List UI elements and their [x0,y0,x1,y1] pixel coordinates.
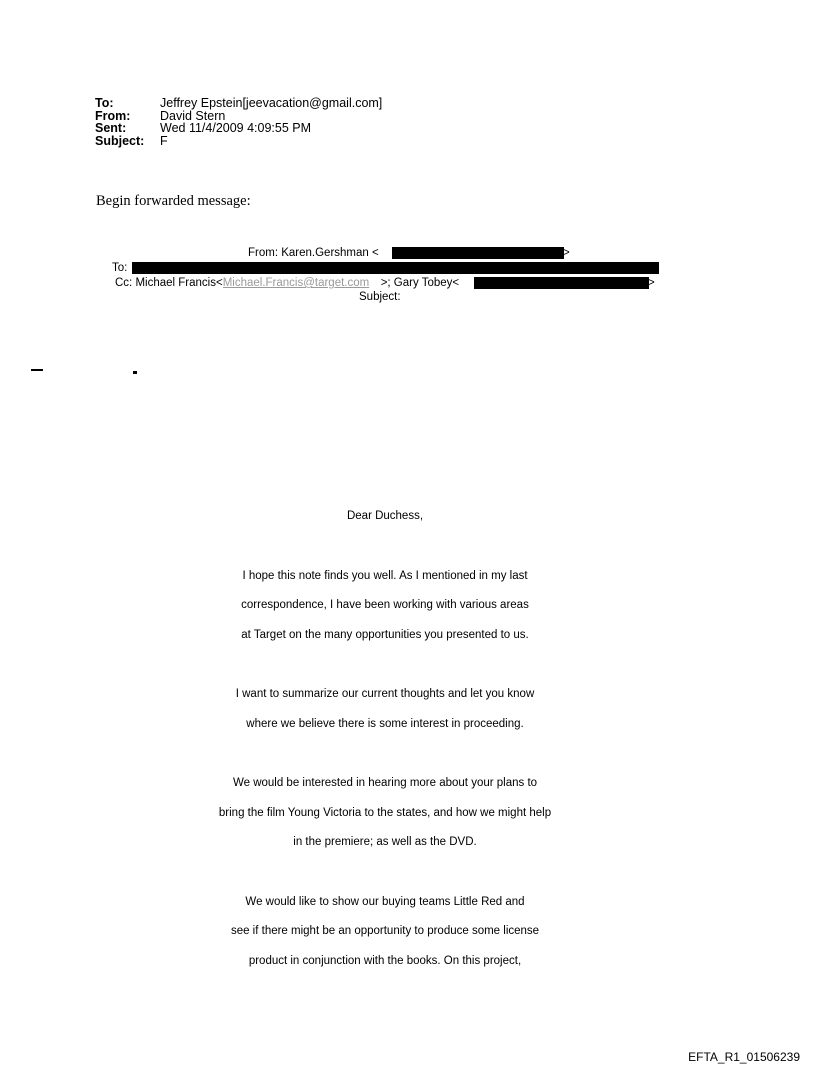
paragraph-line: I want to summarize our current thoughts and let you know [235,688,535,700]
subject-value: F [160,133,168,148]
paragraph-line: bring the film Young Victoria to the states, and how we might help [218,806,552,819]
subject-label: Subject: [95,133,145,148]
paragraph-line: where we believe there is some interest in proceeding. [246,717,524,730]
stray-mark-right [133,371,137,374]
paragraph-line: I hope this note finds you well. As I mentioned in my last [242,569,528,582]
email-header [95,97,382,147]
from-value: David Stern [160,108,226,123]
to-value: Jeffrey Epstein[jeevacation@gmail.com] [160,96,383,110]
forwarded-to: To: [112,262,128,274]
letter-body [0,502,770,976]
redaction-from-email [392,247,564,259]
forwarded-from-close: > [563,247,570,259]
paragraph-line: We would like to show our buying teams Little Red and [245,895,525,908]
bates-number: EFTA_R1_01506239 [688,1050,800,1064]
forwarded-cc-close: > [648,277,655,289]
header-to-row [95,97,382,110]
redaction-to-recipients [132,262,659,274]
salutation: Dear Duchess, [346,510,424,522]
sent-value: Wed 11/4/2009 4:09:55 PM [160,121,312,135]
forward-intro: Begin forwarded message: [96,193,251,209]
header-sent-row [95,122,382,135]
cc-middle: >; Gary Tobey< [380,277,460,289]
paragraph-line: correspondence, I have been working with various areas [241,599,529,611]
paragraph-line: at Target on the many opportunities you presented to us. [241,628,529,641]
from-label: From: [95,108,131,123]
redaction-cc-email [474,277,649,289]
header-subject-row [95,135,382,148]
paragraph-line: in the premiere; as well as the DVD. [293,836,477,848]
cc-email-link[interactable]: Michael.Francis@target.com [222,277,370,289]
forwarded-cc [115,277,459,290]
forwarded-subject: Subject: [359,291,401,303]
to-label: To: [95,96,114,110]
cc-prefix: Cc: Michael Francis< [115,277,223,289]
stray-mark-left [31,369,43,371]
forwarded-from: From: Karen.Gershman < [248,247,379,259]
paragraph-line: product in conjunction with the books. On this project, [248,954,522,967]
paragraph-line: We would be interested in hearing more about your plans to [232,777,538,789]
sent-label: Sent: [95,121,127,135]
paragraph-line: see if there might be an opportunity to produce some license [230,925,540,937]
